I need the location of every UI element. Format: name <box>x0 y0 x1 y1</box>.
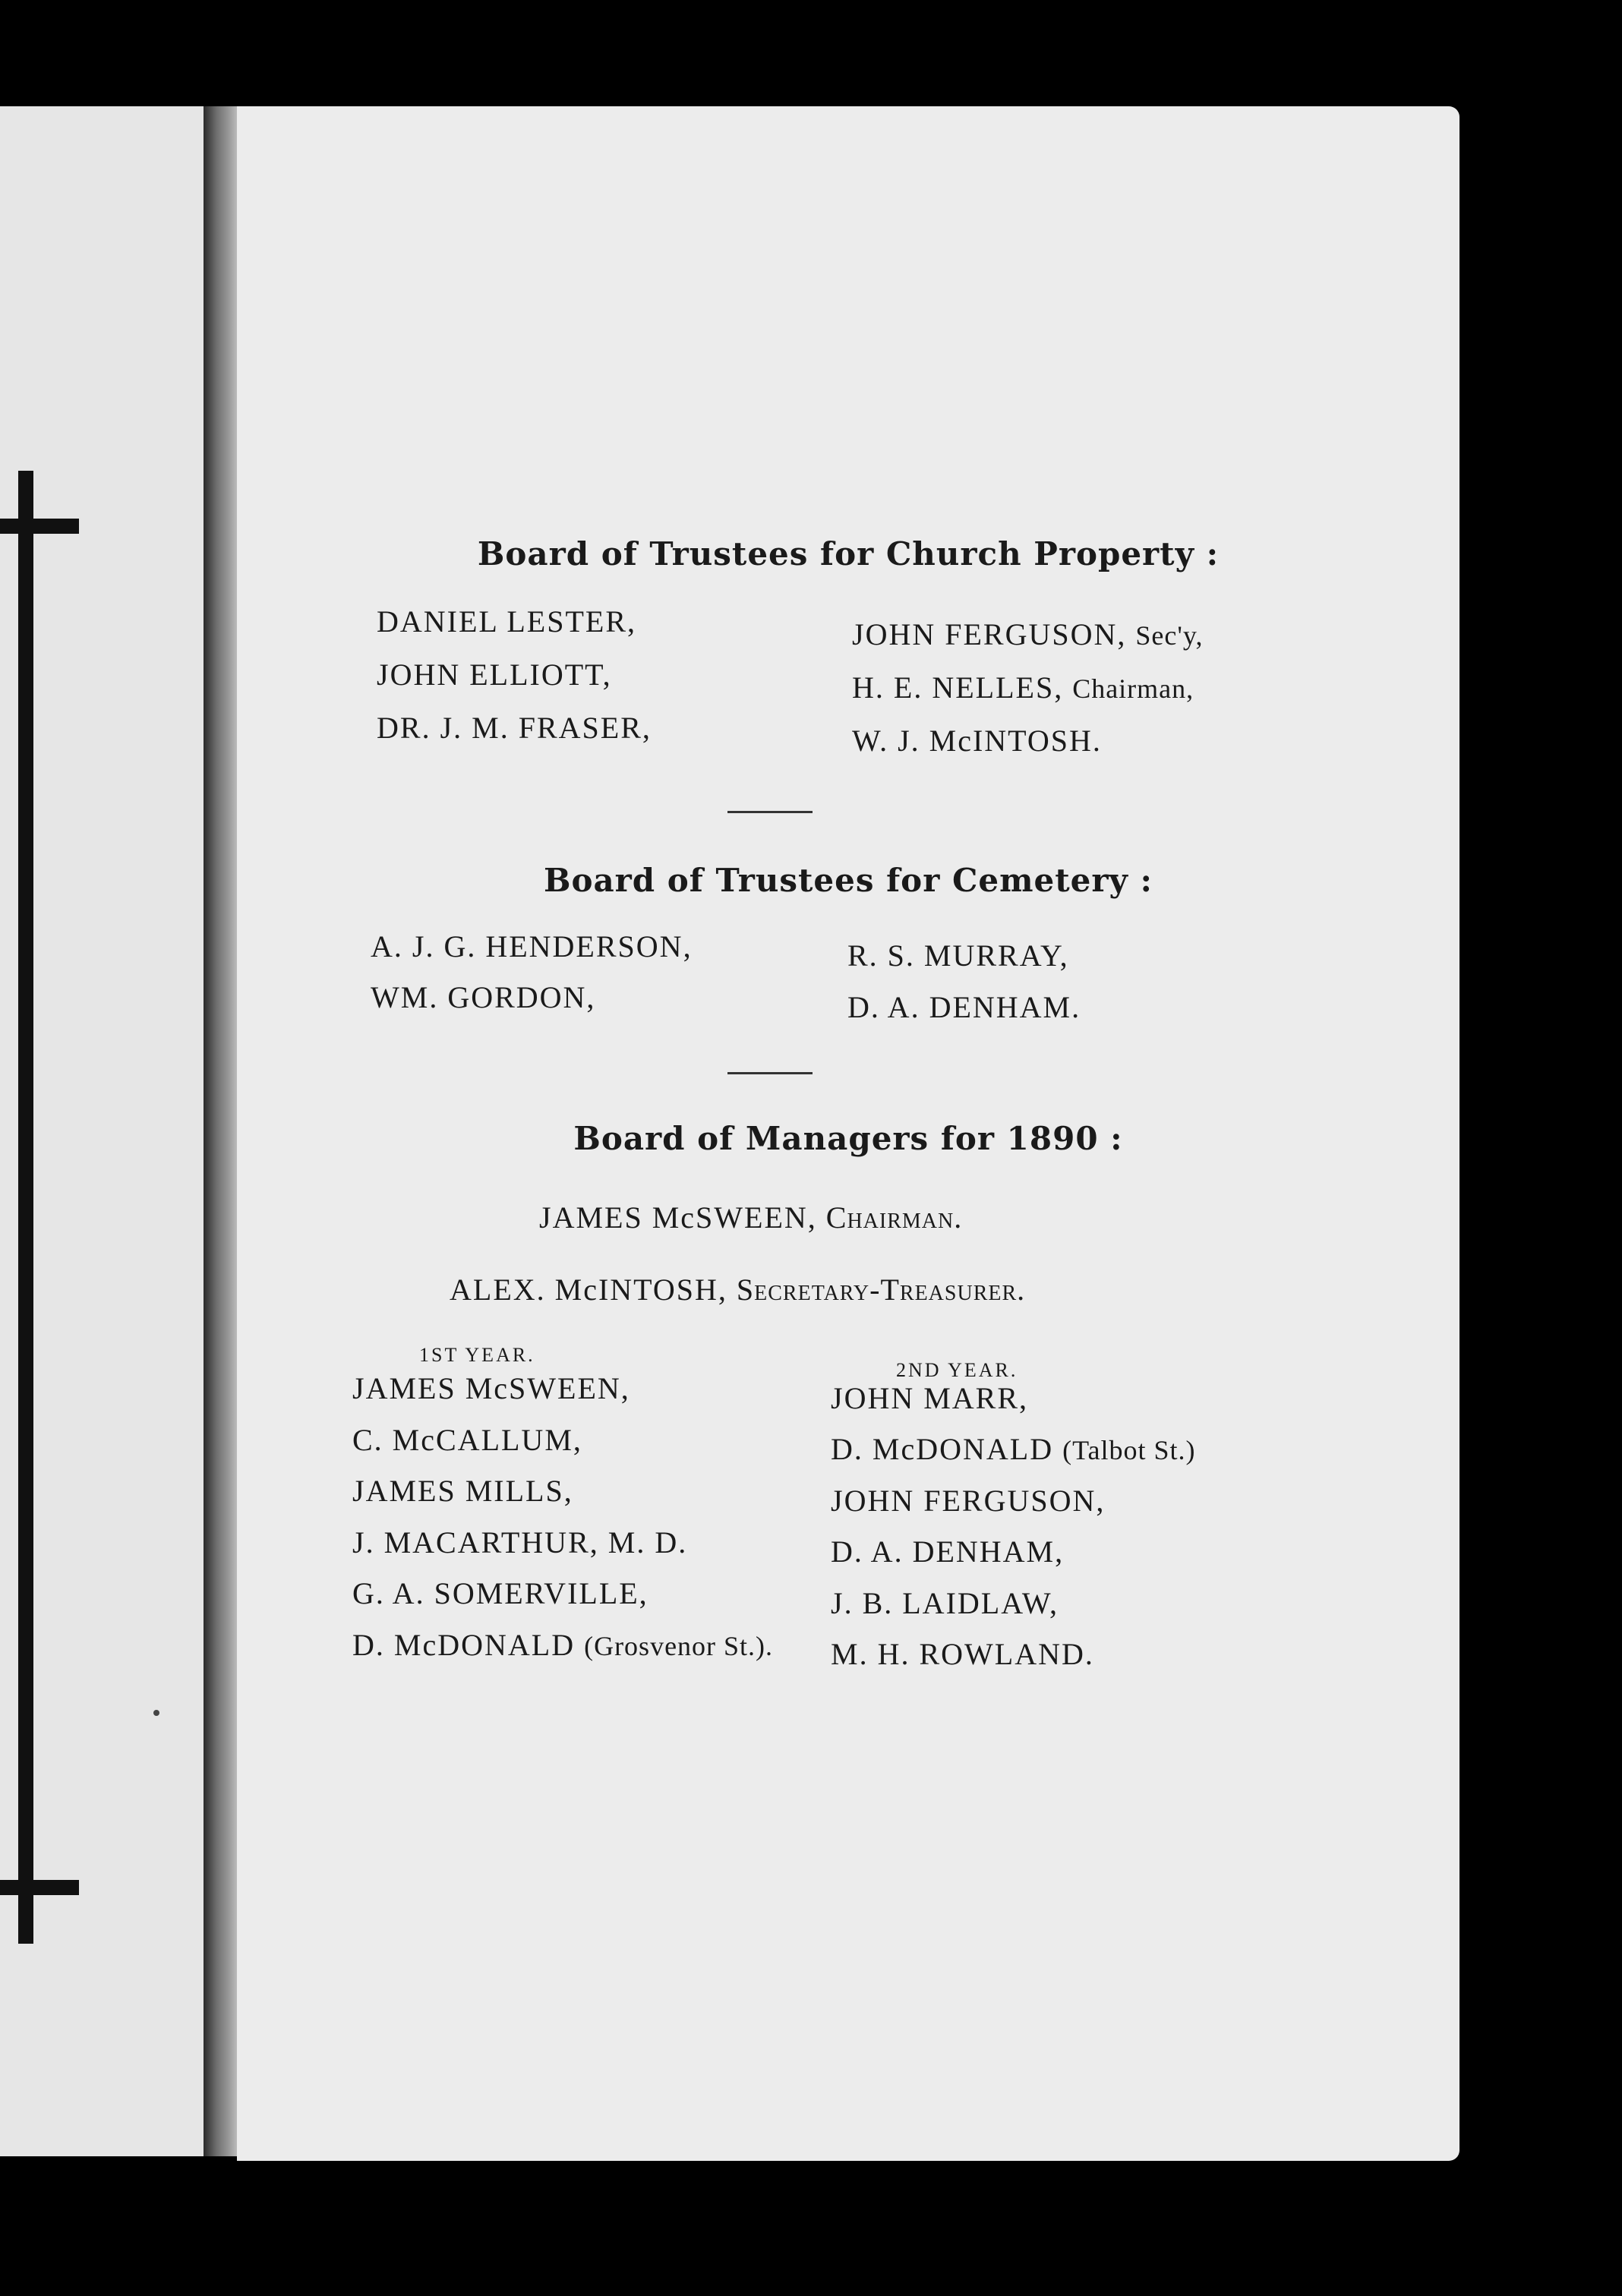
member-name: ALEX. McINTOSH, <box>450 1273 727 1307</box>
second-year-label: 2ND YEAR. <box>896 1359 1018 1381</box>
member-role: Chairman. <box>825 1200 963 1235</box>
heading-church-property: Board of Trustees for Church Property : <box>477 535 1220 572</box>
section-divider <box>727 811 813 813</box>
church-right-1 <box>852 617 1204 652</box>
first-year-label: 1ST YEAR. <box>419 1344 535 1366</box>
first-year-member-5 <box>352 1575 648 1611</box>
managers-secretary <box>450 1272 1025 1307</box>
member-name: JOHN FERGUSON, <box>831 1484 1106 1518</box>
section-divider <box>727 1072 813 1074</box>
church-right-2 <box>852 670 1194 705</box>
second-year-member-3 <box>831 1483 1105 1519</box>
second-year-member-2 <box>831 1431 1196 1467</box>
member-name: JAMES McSWEEN, <box>539 1200 817 1235</box>
member-name: J. MACARTHUR, M. D. <box>352 1525 688 1560</box>
member-name: D. McDONALD <box>352 1628 576 1662</box>
second-year-member-5 <box>831 1585 1059 1621</box>
church-left-3: DR. J. M. FRASER, <box>377 711 652 745</box>
second-year-member-6 <box>831 1636 1094 1672</box>
first-year-member-2 <box>352 1422 582 1458</box>
managers-chairman <box>539 1200 962 1235</box>
left-page <box>0 106 204 2156</box>
member-name: D. A. DENHAM, <box>831 1534 1065 1569</box>
member-role: Sec'y, <box>1135 620 1204 651</box>
member-name: H. E. NELLES, <box>852 670 1064 705</box>
first-year-member-1 <box>352 1370 630 1406</box>
member-note: (Grosvenor St.). <box>584 1631 774 1661</box>
member-name: M. H. ROWLAND. <box>831 1637 1094 1671</box>
cemetery-left-1: A. J. G. HENDERSON, <box>371 929 693 964</box>
member-name: JAMES McSWEEN, <box>352 1371 630 1405</box>
member-role: Chairman, <box>1072 673 1194 704</box>
first-year-member-3 <box>352 1473 573 1509</box>
church-right-3 <box>852 723 1102 758</box>
member-name: G. A. SOMERVILLE, <box>352 1576 648 1610</box>
first-year-member-6 <box>352 1627 773 1663</box>
heading-cemetery: Board of Trustees for Cemetery : <box>543 862 1153 899</box>
cross-vertical-bar <box>18 471 33 1944</box>
right-page <box>237 106 1459 2161</box>
member-name: C. McCALLUM, <box>352 1423 582 1457</box>
page-gutter <box>204 106 240 2156</box>
member-name: D. McDONALD <box>831 1432 1054 1466</box>
second-year-member-1 <box>831 1380 1028 1416</box>
cemetery-right-2: D. A. DENHAM. <box>847 990 1081 1024</box>
member-name: JAMES MILLS, <box>352 1474 573 1508</box>
cross-bottom-bar <box>0 1880 79 1895</box>
member-name: JOHN FERGUSON, <box>852 617 1127 651</box>
second-year-member-4 <box>831 1534 1064 1569</box>
church-left-1: DANIEL LESTER, <box>377 604 637 639</box>
member-role: Secretary-Treasurer. <box>736 1273 1026 1307</box>
heading-managers: Board of Managers for 1890 : <box>573 1120 1123 1157</box>
member-name: JOHN MARR, <box>831 1381 1029 1415</box>
member-note: (Talbot St.) <box>1062 1435 1196 1465</box>
church-left-2: JOHN ELLIOTT, <box>377 658 612 692</box>
cemetery-left-2: WM. GORDON, <box>371 980 596 1014</box>
member-name: W. J. McINTOSH. <box>852 724 1102 758</box>
cemetery-right-1: R. S. MURRAY, <box>847 938 1069 973</box>
first-year-member-4 <box>352 1525 687 1560</box>
cross-top-bar <box>0 519 79 534</box>
member-name: J. B. LAIDLAW, <box>831 1586 1059 1620</box>
paper-speck <box>153 1710 159 1716</box>
